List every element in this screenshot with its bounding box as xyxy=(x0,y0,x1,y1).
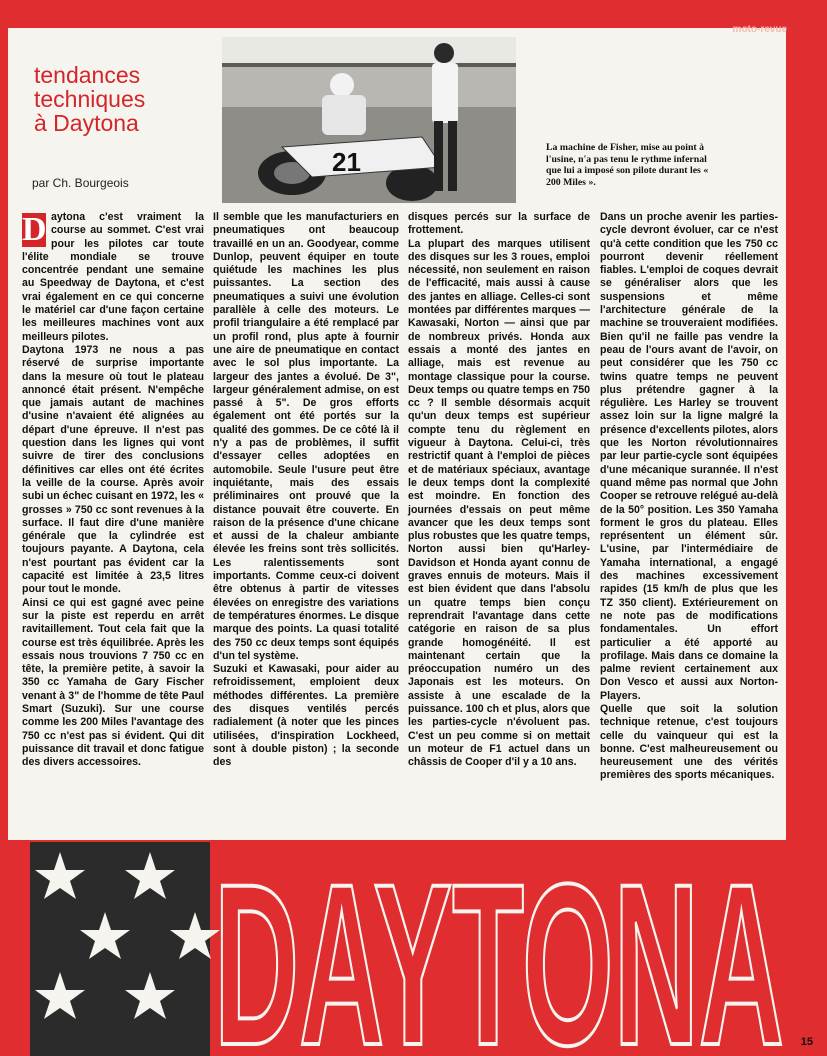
paragraph: Daytona 1973 ne nous a pas réservé de surprise importante dans la mesure où tout le plateau annoncé était présent. N'empêche que jamais autant de machines d'usine n'avaient été alignées au départ d'une épreuve. Il n'est pas question dans les lignes qui vont suivre de tirer des conclusions définitives car elles ont été écrites la veille de la course. Après avoir subi un échec cuisant en 1972, les « grosses » 750 cc sont revenues à la surface. Il faut dire d'une manière générale que la cylindrée est toujours payante. A Daytona, cela n'est pourtant pas évident car la capacité est limitée à 23,5 litres pour tout le monde. xyxy=(22,343,204,596)
race-photo xyxy=(222,37,516,203)
paragraph: La plupart des marques utilisent des disques sur les 3 roues, emploi nécessité, non seulement en raison de l'efficacité, mais aussi à cause des jantes en alliage. Celles-ci sont montées par différentes marques — Kawasaki, Norton — ainsi que par de nombreux privés. Honda aux essais a monté des jantes en alliage, mais est revenue au montage classique pour la course. Deux temps ou quatre temps en 750 cc ? Il semble désormais acquit qu'un deux temps est supérieur compte tenu du règlement en vigueur à Daytona. Celui-ci, très restrictif quant à l'emploi de pièces et de matériaux spéciaux, avantage le deux temps dont la complexité est moindre. En fonction des journées d'essais on peut même avancer que les deux temps sont plus robustes que les quatre temps, Norton aussi bien qu'Harley-Davidson et Honda ayant connu de graves ennuis de moteurs. Mais il est bien évident que dans l'absolu un quatre temps bien conçu reprendrait l'avantage dans cette catégorie en raison de sa plus grande homogénéité. Il est maintenant certain que la préoccupation numéro un des Japonais est les moteurs. On assiste à une escalade de la puissance. 100 ch et plus, alors que les parties-cycle n'évoluent pas. C'est un peu comme si on mettait un moteur de F1 actuel dans un châssis de Cooper d'il y a 10 ans. xyxy=(408,237,590,769)
page-number: 15 xyxy=(800,1036,813,1048)
svg-text:21: 21 xyxy=(332,147,361,177)
text-column-4 xyxy=(600,211,778,783)
title-line: techniques xyxy=(34,86,146,112)
magazine-masthead: moto-revue xyxy=(732,24,787,35)
paragraph: Il semble que les manufacturiers en pneumatiques ont beaucoup travaillé en un an. Goodyear, comme Dunlop, peuvent équiper en toute quiétude les machines les plus puissantes. La section des pneumatiques a suivi une évolution parallèle à celle des moteurs. Le profil triangulaire a été remplacé par un profil rond, plus apte à fournir une aire de pneumatique en contact avec le sol plus importante. La largeur des jantes a évolué. De 3", largeur généralement admise, on est passé à 5". De gros efforts également ont été portés sur la qualité des gommes. De ce côté là il n'y a pas de problèmes, il suffit d'essayer celles adoptées en automobile. Seule l'usure peut être inquiétante, mais des essais préliminaires ont prouvé que la distance pouvait être couverte. En raison de la présence d'une chicane et aussi de la chaleur ambiante élevée les freins sont très sollicités. Les ralentissements sont importants. Comme ceux-ci doivent être obtenus à partir de vitesses élevées on enregistre des variations de températures énormes. Le disque marque des points. La quasi totalité des 750 cc deux temps sont équipés d'un tel système. xyxy=(213,211,399,662)
motorcycle-photo-illustration xyxy=(222,37,516,203)
photo-caption: La machine de Fisher, mise au point à l'usine, n'a pas tenu le rythme infernal que lui a imposé son pilote durant les « 200 Miles ». xyxy=(546,142,709,188)
byline: par Ch. Bourgeois xyxy=(32,176,129,190)
paragraph: disques percés sur la surface de frottement. xyxy=(408,211,590,237)
paragraph: Dans un proche avenir les parties-cycle devront évoluer, car ce n'est qu'à cette condition que les 750 cc pourront devenir réellement fiables. L'emploi de coques devrait se généraliser alors que les suspensions et même l'architecture générale de la machine se trouveraient modifiées. Bien qu'il ne faille pas vendre la peau de l'ours avant de l'avoir, on peut considérer que les 750 cc twins quatre temps ne peuvent plus prétendre gagner à la régulière. Les Harley se trouvent assez loin sur la ligne malgré la présence d'excellents pilotes, alors que les Norton révolutionnaires par leur partie-cycle sont équipées d'une mécanique surannée. Il n'est quand même pas normal que John Cooper se retrouve relégué au-delà de la 50° position. Les 350 Yamaha forment le gros du plateau. Elles représentent un élément sûr. L'usine, par l'intermédiaire de Yamaha international, a engagé des machines excessivement rapides (15 km/h de plus que les TZ 350 client). Extérieurement on ne note pas de modifications fondamentales. Un effort particulier a été apporté au profilage. Mais dans ce domaine la palme revient certainement aux Don Vesco et aussi aux Norton-Players. xyxy=(600,211,778,702)
banner-word: DAYTONA xyxy=(214,836,784,1056)
text-column-2 xyxy=(213,211,399,769)
daytona-banner xyxy=(0,812,827,1056)
text-column-3 xyxy=(408,211,590,769)
paragraph: D aytona c'est vraiment la course au sommet. C'est vrai pour les pilotes car toute l'élite mondiale se trouve concentrée pendant une semaine au Speedway de Daytona, et c'est vrai également en ce qui concerne le matériel car d'une façon certaine les meilleures machines vont aux meilleurs pilotes. xyxy=(22,211,204,343)
article-title xyxy=(34,63,145,135)
paragraph: Quelle que soit la solution technique retenue, c'est toujours celle du vainqueur qui est la bonne. C'est malheureusement ou heureusement une des vérités premières des sports mécaniques. xyxy=(600,702,778,782)
paragraph: Ainsi ce qui est gagné avec peine sur la piste est reperdu en arrêt ravitaillement. Tout cela fait que la course est très équilibrée. Après les essais nous trouvions 7 750 cc en tête, la première petite, à savoir la 350 cc Yamaha de Gary Fischer venant à 3" de l'homme de tête Paul Smart (Suzuki). Sur une course comme les 200 Miles l'avantage des 750 cc n'est pas si évident. Qui dit puissance dit travail et donc fatigue des divers accessoires. xyxy=(22,596,204,769)
title-line: tendances xyxy=(34,62,141,88)
text-column-1 xyxy=(22,211,204,769)
drop-cap: D xyxy=(22,211,47,248)
paragraph: Suzuki et Kawasaki, pour aider au refroidissement, emploient deux méthodes différentes. La première des disques ventilés percés radialement (à noter que les pinces utilisées, d'inspiration Lockheed, sont à double piston) ; la seconde des xyxy=(213,663,399,769)
title-line: à Daytona xyxy=(34,110,139,136)
